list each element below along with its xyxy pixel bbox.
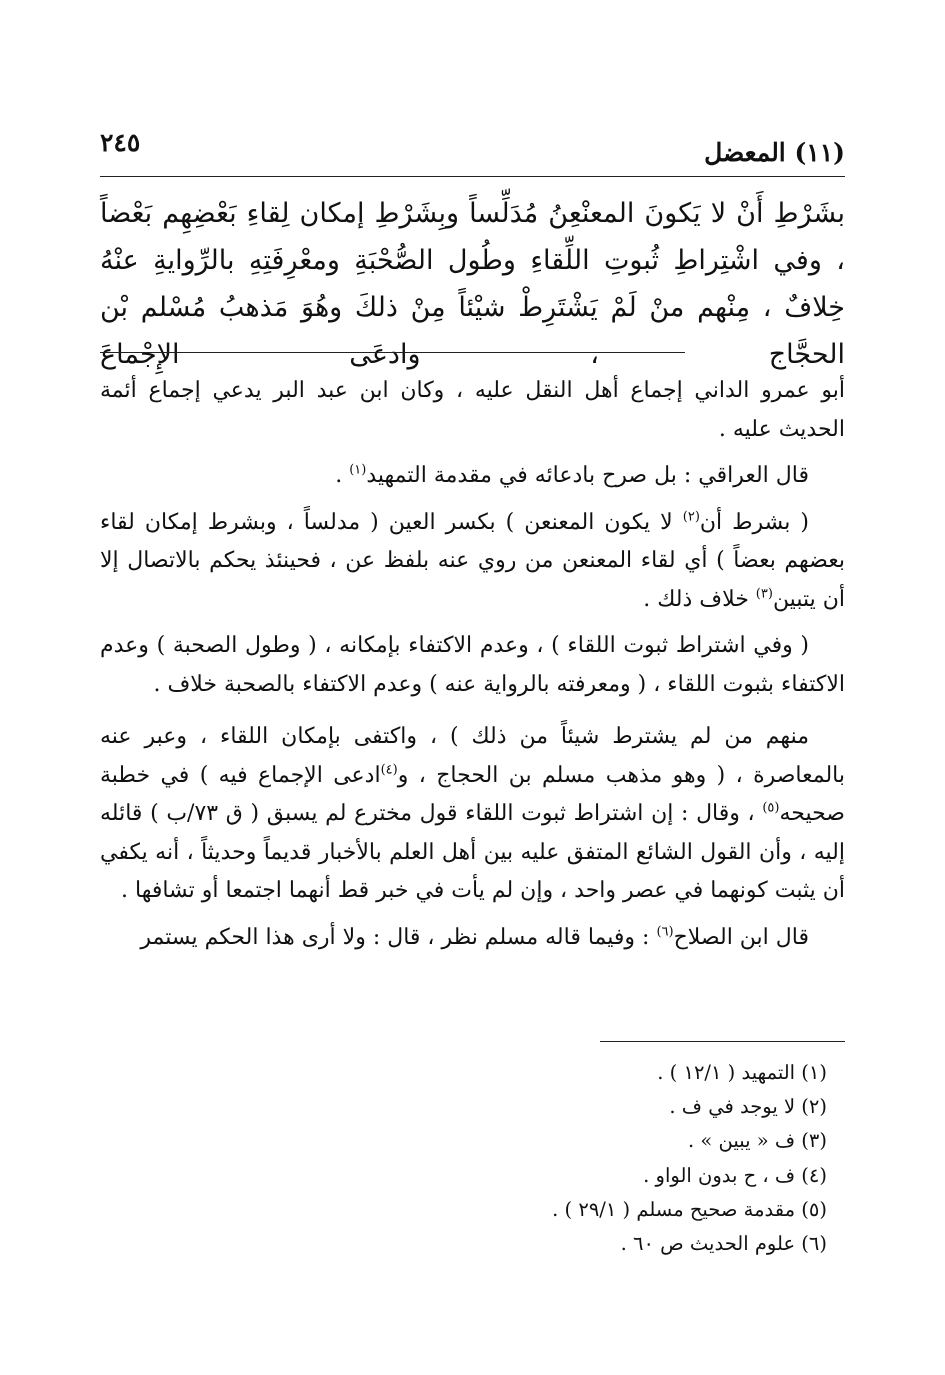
footnote-marker[interactable]: (٢) [682,509,700,525]
book-page [100,0,845,1375]
commentary-text: ، وقال : إن اشتراط ثبوت اللقاء قول مخترع لم يسبق ( ق ٧٣/ب ) قائله إليه ، وأن القول الشائع المتفق عليه بين أهل العلم بالأخبار قديماً وحديثاً ، أنه يكفي أن يثبت كونهما في عصر واحد ، وإن لم يأت في خبر قط أنهما اجتمعا أو تشافها . [100,801,845,903]
footnote-item: (٣) ف « يبين » . [687,1129,827,1153]
commentary-paragraph [100,372,845,449]
matn-text: بشَرْطِ أَنْ لا يَكونَ المعنْعِنُ مُدَلِّساً وبِشَرْطِ إمكان لِقاءِ بَعْضِهِم بَعْضاً ، وفي اشْتِراطِ ثُبوتِ اللِّقاءِ وطُول الصُّحْبَةِ ومعْرِفَتِهِ بالرِّوايةِ عنْهُ خِلافٌ ، مِنْهم منْ لَمْ يَشْتَرِطْ شيْئاً مِنْ ذلكَ وهُوَ مَذهبُ مُسْلم بْن الحجَّاج ، وادعَى الإِجْماعَ [100,198,845,370]
commentary-text: ادعى الإجماع فيه ) في خطبة صحيحه [100,762,845,826]
footnote-separator-rule [600,1041,845,1042]
header-rule [100,176,845,177]
commentary-paragraph [100,627,845,704]
commentary-text: قال العراقي : بل صرح بادعائه في مقدمة التمهيد [366,463,809,488]
footnote-marker[interactable]: (٤) [380,762,398,778]
footnote-marker[interactable]: (٦) [656,924,674,940]
commentary [100,372,845,965]
commentary-text: لا يكون المعنعن ) بكسر العين ( مدلساً ، وبشرط إمكان لقاء بعضهم بعضاً ) أي لقاء المعنعن من روي عنه بلفظ عن ، فحينئذ يحكم بالاتصال إلا أن يتبين [100,509,845,612]
footnote-item: (٤) ف ، ح بدون الواو . [643,1163,827,1187]
footnote-marker[interactable]: (٣) [755,586,773,602]
matn-separator-rule [100,352,685,353]
commentary-text: : وفيما قاله مسلم نظر ، قال : ولا أرى هذا الحكم يستمر [140,924,657,950]
page-header [100,128,845,172]
commentary-paragraph [100,718,845,911]
footnote-item: (٢) لا يوجد في ف . [669,1095,827,1119]
footnote-item: (١) التمهيد ( ١٢/١ ) . [657,1061,827,1084]
footnotes-list [100,1056,827,1261]
commentary-paragraph [100,504,845,620]
commentary-text: أبو عمرو الداني إجماع أهل النقل عليه ، وكان ابن عبد البر يدعي إجماع أئمة الحديث عليه . [100,378,845,442]
footnote-item: (٥) مقدمة صحيح مسلم ( ٢٩/١ ) . [552,1197,827,1221]
commentary-text: خلاف ذلك . [643,586,756,612]
footnote-marker[interactable]: (٥) [762,800,780,816]
commentary-text: ( بشرط أن [699,509,809,535]
page-number: ٢٤٥ [100,128,141,157]
commentary-text: قال ابن الصلاح [673,924,809,950]
commentary-text: . [335,463,350,488]
commentary-paragraph [100,919,845,958]
commentary-text: ( وفي اشتراط ثبوت اللقاء ) ، وعدم الاكتفاء بإمكانه ، ( وطول الصحبة ) وعدم الاكتفاء بثبوت اللقاء ، ( ومعرفته بالرواية عنه ) وعدم الاكتفاء بالصحبة خلاف . [100,633,845,697]
running-title: (١١) المعضل [704,138,845,167]
footnote-marker[interactable]: (١) [349,462,367,478]
commentary-paragraph [100,457,845,496]
commentary-text: منهم من لم يشترط شيئاً من ذلك ) ، واكتفى بإمكان اللقاء ، وعبر عنه بالمعاصرة ، ( وهو مذهب مسلم بن الحجاج ، و [100,724,845,788]
footnote-item: (٦) علوم الحديث ص ٦٠ . [620,1232,827,1256]
